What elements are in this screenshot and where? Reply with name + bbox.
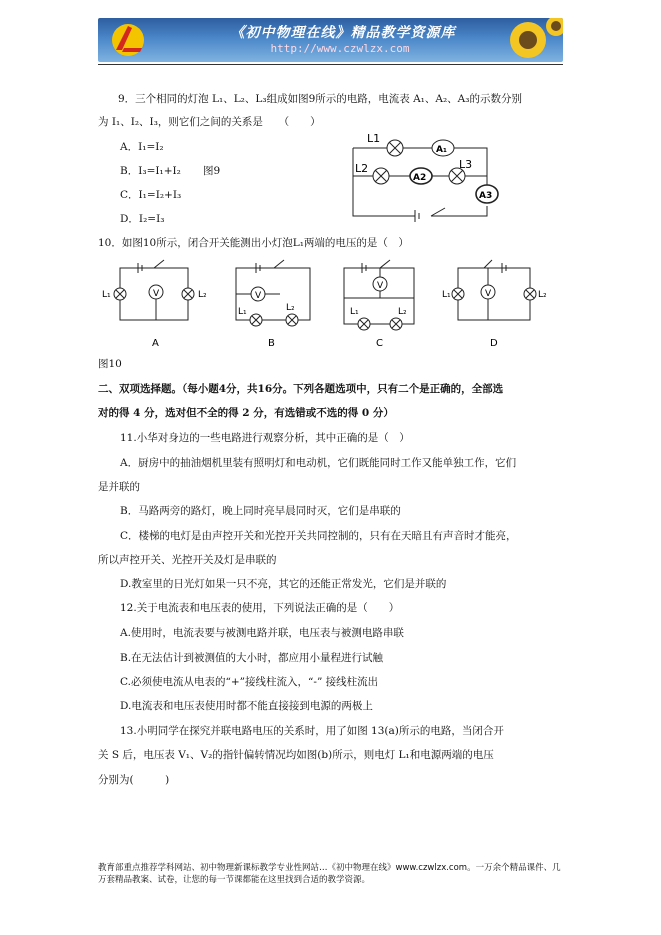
q12-option-a: A.使用时，电流表要与被测电路并联，电压表与被测电路串联	[120, 627, 404, 639]
fig10-d-v: V	[485, 289, 492, 299]
section2-heading: 二、双项选择题。（每小题4分，共16分。下列各题选项中，只有二个是正确的，全部选	[98, 383, 504, 395]
q12-option-c: C.必须使电流从电表的“+”接线柱流入，“-” 接线柱流出	[120, 676, 379, 688]
footer-note: 教育部重点推荐学科网站、初中物理新课标教学专业性网站…《初中物理在线》www.czwlzx.com。一万余个精品课件、几万套精品教案、试卷，让您的每一节课都能在这里找到合适的教学资源。	[98, 863, 561, 885]
fig9-label-a2: A2	[413, 173, 427, 183]
fig10-a-l2: L₂	[198, 290, 207, 300]
fig10-c-l2: L₂	[398, 307, 407, 317]
fig10-b-v: V	[255, 291, 262, 301]
fig9-label-l3: L3	[459, 158, 473, 171]
q11-option-d: D.教室里的日光灯如果一只不亮，其它的还能正常发光，它们是并联的	[120, 578, 447, 590]
fig10-letter-b: B	[268, 338, 275, 349]
q13-line1: 13.小明同学在探究并联电路电压的关系时，用了如图 13(a)所示的电路，当闭合开	[120, 725, 504, 737]
q10-figure-label: 图10	[98, 358, 122, 370]
fig10-b-l1: L₁	[238, 307, 247, 317]
fig10-letter-c: C	[376, 338, 383, 349]
q9-stem-line2: 为 I₁、I₂、I₃，则它们之间的关系是 （ ）	[98, 116, 321, 128]
fig10-a-v: V	[153, 289, 160, 299]
q11-option-a-line2: 是并联的	[98, 481, 140, 493]
q12-option-b: B.在无法估计到被测值的大小时，都应用小量程进行试触	[120, 652, 384, 664]
q11-option-c-line2: 所以声控开关、光控开关及灯是串联的	[98, 554, 277, 566]
fig9-label-l2: L2	[355, 162, 369, 175]
fig10-d-l2: L₂	[538, 290, 547, 300]
q13-line2: 关 S 后，电压表 V₁、V₂的指针偏转情况均如图(b)所示，则电灯 L₁和电源两端的电压	[98, 749, 494, 761]
fig10-a-l1: L₁	[102, 290, 111, 300]
q10-stem: 10．如图10所示，闭合开关能测出小灯泡L₁两端的电压的是（ ）	[98, 237, 409, 249]
q11-option-a: A．厨房中的抽油烟机里装有照明灯和电动机，它们既能同时工作又能单独工作，它们	[120, 457, 517, 469]
logo-icon	[112, 24, 144, 56]
fig10-c-l1: L₁	[350, 307, 359, 317]
fig9-label-a1: A₁	[436, 145, 447, 155]
q11-option-c: C．楼梯的电灯是由声控开关和光控开关共同控制的，只有在天暗且有声音时才能亮，	[120, 530, 517, 542]
q13-line3: 分别为( )	[98, 774, 170, 786]
banner-url[interactable]: http://www.czwlzx.com	[270, 42, 410, 55]
q11-stem: 11.小华对身边的一些电路进行观察分析，其中正确的是（ ）	[120, 432, 410, 444]
figure10-circuits	[98, 254, 558, 354]
q9-figure-label: 图9	[203, 165, 221, 177]
q9-option-c: C．I₁=I₂+I₃	[120, 189, 182, 201]
q9-option-b: B．I₃=I₁+I₂	[120, 165, 181, 177]
q9-option-a: A．I₁=I₂	[120, 141, 164, 153]
fig10-c-v: V	[377, 281, 384, 291]
fig10-letter-d: D	[490, 338, 498, 349]
q9-stem: 9．三个相同的灯泡 L₁、L₂、L₃组成如图9所示的电路，电流表 A₁、A₂、A₃的示数分别	[118, 93, 522, 105]
q9-option-d: D．I₂=I₃	[120, 213, 165, 225]
fig10-d-l1: L₁	[442, 290, 451, 300]
banner-title: 《初中物理在线》精品教学资源库	[230, 25, 456, 41]
section2-heading-line2: 对的得 4 分，选对但不全的得 2 分，有选错或不选的得 0 分）	[98, 407, 394, 419]
fig9-label-a3: A3	[479, 191, 493, 201]
figure9-circuit	[345, 130, 505, 228]
fig10-letter-a: A	[152, 338, 159, 349]
fig10-b-l2: L₂	[286, 303, 295, 313]
fig9-label-l1: L1	[367, 132, 381, 145]
header-divider	[98, 64, 563, 65]
q12-stem: 12.关于电流表和电压表的使用，下列说法正确的是（ ）	[120, 602, 400, 614]
q11-option-b: B．马路两旁的路灯，晚上同时亮早晨同时灭，它们是串联的	[120, 505, 401, 517]
q12-option-d: D.电流表和电压表使用时都不能直接接到电源的两极上	[120, 700, 373, 712]
